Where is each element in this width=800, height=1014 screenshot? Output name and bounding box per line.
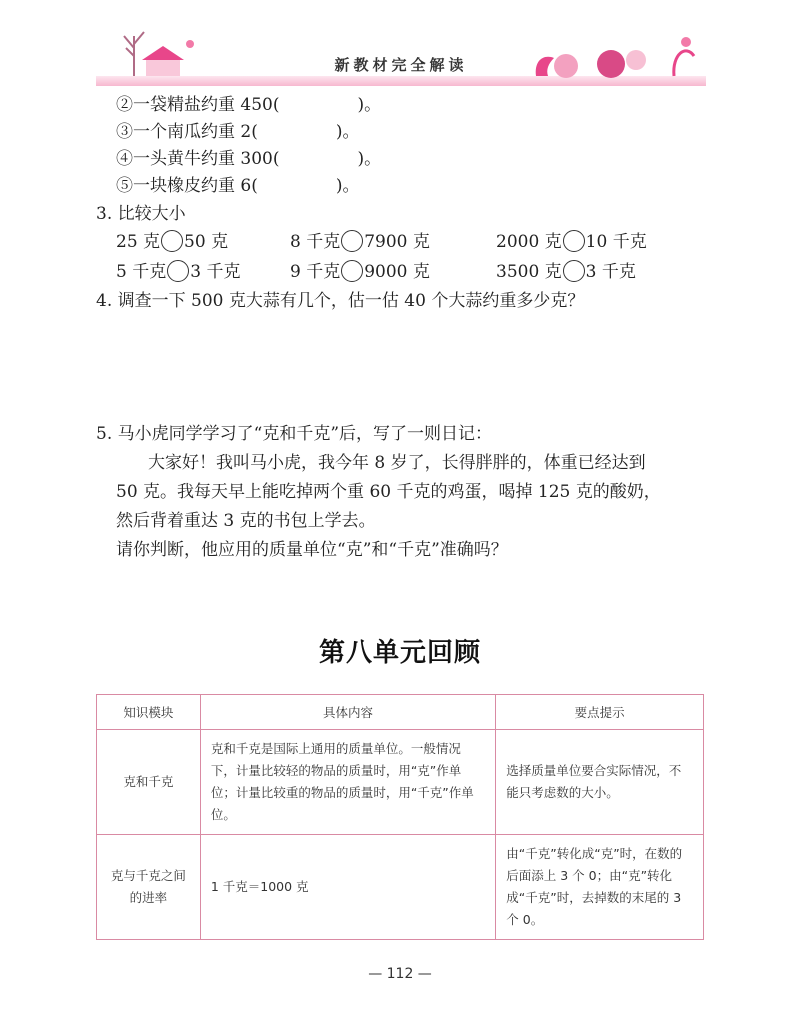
estimate-item-4: ④一头黄牛约重 300( )。 (116, 149, 382, 169)
compare-circle-blank[interactable] (341, 230, 363, 252)
compare-circle-blank[interactable] (563, 230, 585, 252)
diary-line: 大家好！我叫马小虎，我今年 8 岁了，长得胖胖的，体重已经达到 (148, 453, 646, 473)
column-header: 要点提示 (496, 695, 704, 730)
estimate-item-2: ②一袋精盐约重 450( )。 (116, 95, 382, 115)
estimate-item-3: ③一个南瓜约重 2( )。 (116, 122, 360, 142)
table-row (97, 730, 704, 835)
page-number: — 112 — (368, 966, 432, 982)
tips-cell: 由“千克”转化成“克”时，在数的后面添上 3 个 0；由“克”转化成“千克”时，去掉数的末尾的 3 个 0。 (496, 835, 704, 940)
module-cell: 克和千克 (97, 730, 201, 835)
compare-circle-blank[interactable] (161, 230, 183, 252)
unit-review-title: 第八单元回顾 (318, 638, 481, 668)
content-cell: 克和千克是国际上通用的质量单位。一般情况下，计量比较轻的物品的质量时，用“克”作单位；计量比较重的物品的质量时，用“千克”作单位。 (200, 730, 495, 835)
compare-item: 3500 克 3 千克 (496, 262, 636, 282)
compare-item: 9 千克 9000 克 (290, 262, 430, 282)
table-row (97, 835, 704, 940)
tips-cell: 选择质量单位要合实际情况，不能只考虑数的大小。 (496, 730, 704, 835)
estimate-item-5: ⑤一块橡皮约重 6( )。 (116, 176, 360, 196)
page-header-banner (96, 14, 706, 90)
diary-line: 然后背着重达 3 克的书包上学去。 (116, 511, 376, 531)
compare-item: 8 千克 7900 克 (290, 232, 430, 252)
question-5-title: 5. 马小虎同学学习了“克和千克”后，写了一则日记： (96, 424, 493, 444)
question-5-prompt: 请你判断，他应用的质量单位“克”和“千克”准确吗？ (116, 540, 508, 560)
diary-line: 50 克。我每天早上能吃掉两个重 60 千克的鸡蛋，喝掉 125 克的酸奶， (116, 482, 661, 502)
table-header-row (97, 695, 704, 730)
compare-circle-blank[interactable] (563, 260, 585, 282)
compare-circle-blank[interactable] (341, 260, 363, 282)
question-4: 4. 调查一下 500 克大蒜有几个，估一估 40 个大蒜约重多少克？ (96, 291, 585, 311)
compare-item: 5 千克 3 千克 (116, 262, 241, 282)
column-header: 具体内容 (200, 695, 495, 730)
book-title: 新教材完全解读 (334, 56, 468, 74)
content-cell: 1 千克＝1000 克 (200, 835, 495, 940)
column-header: 知识模块 (97, 695, 201, 730)
compare-circle-blank[interactable] (167, 260, 189, 282)
module-cell: 克与千克之间的进率 (97, 835, 201, 940)
question-3-title: 3. 比较大小 (96, 204, 186, 224)
compare-item: 2000 克 10 千克 (496, 232, 647, 252)
compare-item: 25 克 50 克 (116, 232, 229, 252)
header-decoration (96, 14, 706, 90)
unit-review-table (96, 694, 704, 940)
